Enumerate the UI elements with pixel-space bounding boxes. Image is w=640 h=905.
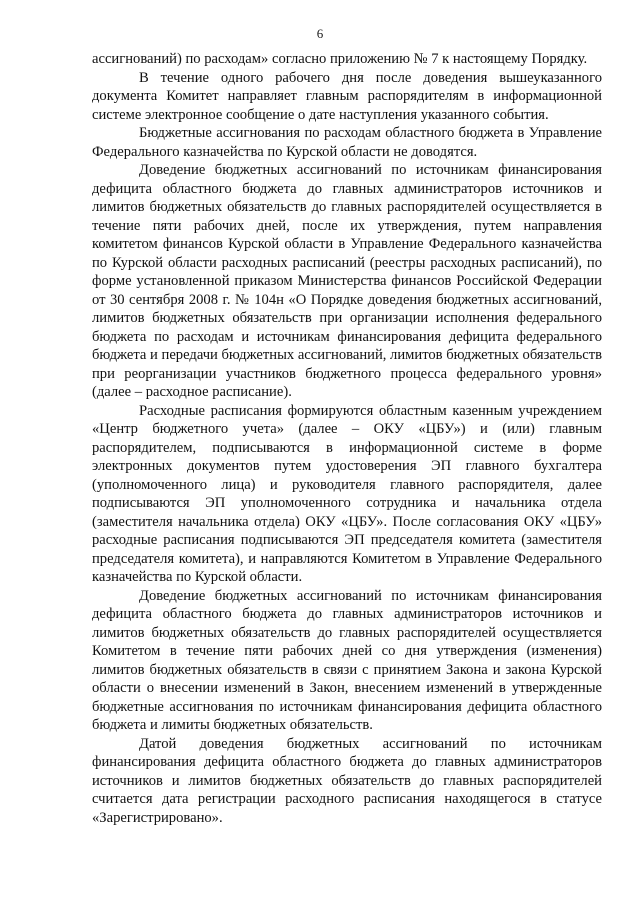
paragraph-expense-schedules: Расходные расписания формируются областным казенным учреждением «Центр бюджетного учета» (далее – ОКУ «ЦБУ») и (или) главным распорядителем, подписываются в информационной системе в форме электронных документов путем удостоверения ЭП главного бухгалтера (уполномоченного лица) и руководителя главного распорядителя, далее подписываются ЭП уполномоченного сотрудника и начальника отдела (заместителя начальника отдела) ОКУ «ЦБУ». После согласования ОКУ «ЦБУ» расходные расписания подписываются ЭП председателя комитета (заместителя председателя комитета), и направляются Комитетом в Управление Федерального казначейства по Курской области. bbox=[92, 402, 602, 585]
paragraph-not-delivered: Бюджетные ассигнования по расходам областного бюджета в Управление Федерального казначейства по Курской области не доводятся. bbox=[92, 125, 602, 160]
paragraph-notification: В течение одного рабочего дня после доведения вышеуказанного документа Комитет направляет главным распорядителям в информационной системе электронное сообщение о дате наступления указанного события. bbox=[92, 69, 602, 123]
document-body bbox=[92, 50, 602, 827]
paragraph-delivery-date: Датой доведения бюджетных ассигнований по источникам финансирования дефицита областного бюджета до главных администраторов источников и лимитов бюджетных обязательств до главных распорядителей считается дата регистрации расходного расписания находящегося в статусе «Зарегистрировано». bbox=[92, 735, 602, 826]
paragraph-delivery-by-committee: Доведение бюджетных ассигнований по источникам финансирования дефицита областного бюджета до главных администраторов источников и лимитов бюджетных обязательств до главных распорядителей осуществляется Комитетом в течение пяти рабочих дней со дня утверждения (изменения) лимитов бюджетных обязательств в связи с принятием Закона и закона Курской области о внесении изменений в Закон, внесением изменений в утвержденные бюджетные ассигнования по источникам финансирования дефицита областного бюджета и лимиты бюджетных обязательств. bbox=[92, 587, 602, 733]
page-number: 6 bbox=[316, 26, 324, 41]
paragraph-continuation: ассигнований) по расходам» согласно приложению № 7 к настоящему Порядку. bbox=[92, 51, 588, 67]
paragraph-delivery-procedure: Доведение бюджетных ассигнований по источникам финансирования дефицита областного бюджета до главных администраторов источников и лимитов бюджетных обязательств до главных распорядителей осуществляется в течение пяти рабочих дней, после их утверждения, путем направления комитетом финансов Курской области в Управление Федерального казначейства по Курской области расходных расписаний (реестры расходных расписаний), по форме установленной приказом Министерства финансов Российской Федерации от 30 сентября 2008 г. № 104н «О Порядке доведения бюджетных ассигнований, лимитов бюджетных обязательств при организации исполнения федерального бюджета по расходам и источникам финансирования дефицита федерального бюджета и передачи бюджетных ассигнований, лимитов бюджетных обязательств при реорганизации участников бюджетного процесса федерального уровня» (далее – расходное расписание). bbox=[92, 162, 603, 400]
